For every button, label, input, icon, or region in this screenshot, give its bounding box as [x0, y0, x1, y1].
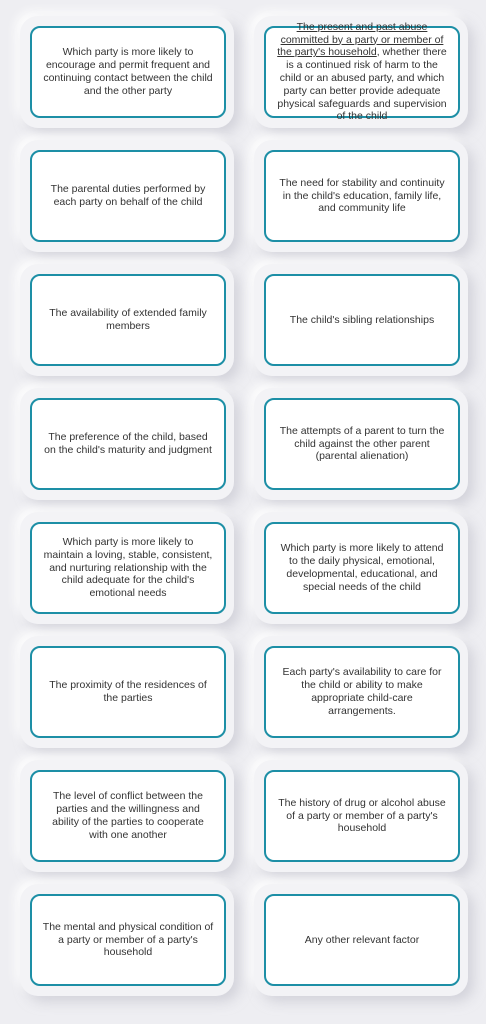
factor-card-text: The preference of the child, based on the child's maturity and judgment — [44, 431, 212, 456]
factor-card — [264, 274, 460, 366]
factor-card-text — [276, 21, 448, 123]
factor-card-slot — [20, 16, 234, 128]
factor-card-text: The child's sibling relationships — [289, 313, 435, 326]
factor-card-slot — [254, 760, 468, 872]
factor-card-text: The proximity of the residences of the parties — [49, 679, 207, 704]
factor-card-text: The level of conflict between the parties and the willingness and ability of the parties to cooperate with one another — [52, 790, 204, 841]
factor-card-slot — [20, 512, 234, 624]
factor-card — [30, 26, 226, 118]
factor-card — [264, 646, 460, 738]
factor-card-text: The attempts of a parent to turn the child against the other parent (parental alienation) — [279, 424, 445, 463]
factor-card-text: Which party is more likely to maintain a loving, stable, consistent, and nurturing relationship with the child adequate for the child's emotional needs — [43, 536, 213, 600]
factor-card-slot — [254, 884, 468, 996]
factor-card-slot — [20, 264, 234, 376]
factor-card-slot — [20, 636, 234, 748]
factor-card-grid — [20, 16, 468, 996]
factor-card — [30, 522, 226, 614]
factor-card-slot — [254, 512, 468, 624]
factor-card — [264, 894, 460, 986]
factor-card — [264, 150, 460, 242]
factor-card — [30, 770, 226, 862]
factor-card-slot — [20, 884, 234, 996]
factor-card — [264, 398, 460, 490]
factor-card — [264, 20, 460, 123]
factor-card-slot — [254, 636, 468, 748]
factor-card — [264, 770, 460, 862]
factor-card-slot — [20, 388, 234, 500]
factor-card-slot — [254, 16, 468, 128]
factor-card — [30, 274, 226, 366]
factor-card-text: The parental duties performed by each party on behalf of the child — [50, 183, 206, 208]
factor-card-text: The history of drug or alcohol abuse of a party or member of a party's household — [278, 796, 446, 835]
factor-card-slot — [20, 140, 234, 252]
factor-card-text: The need for stability and continuity in the child's education, family life, and community life — [279, 176, 445, 215]
factor-card-text: The availability of extended family members — [49, 307, 207, 332]
abuse-link-text[interactable]: The present and past abuse committed by a party or member of the party's household — [277, 20, 444, 59]
factor-card-slot — [254, 388, 468, 500]
factor-card-text: Each party's availability to care for the child or ability to make appropriate child-care arrangements. — [282, 666, 442, 717]
factor-card-slot — [20, 760, 234, 872]
factor-card — [30, 894, 226, 986]
factor-card-text: Any other relevant factor — [304, 933, 420, 946]
factor-card — [30, 398, 226, 490]
factor-card — [30, 646, 226, 738]
factor-card-text: The mental and physical condition of a party or member of a party's household — [42, 920, 214, 959]
factor-card — [30, 150, 226, 242]
factor-card-text: Which party is more likely to encourage and permit frequent and continuing contact between the child and the other party — [43, 46, 213, 97]
factor-card-text-rest: , whether there is a continued risk of harm to the child or an abused party, and which party can better provide adequate physical safeguards and supervision of the child — [277, 46, 447, 123]
factor-card-slot — [254, 264, 468, 376]
factor-card-text: Which party is more likely to attend to the daily physical, emotional, developmental, educational, and special needs of the child — [280, 542, 444, 593]
factor-card — [264, 522, 460, 614]
factor-card-slot — [254, 140, 468, 252]
